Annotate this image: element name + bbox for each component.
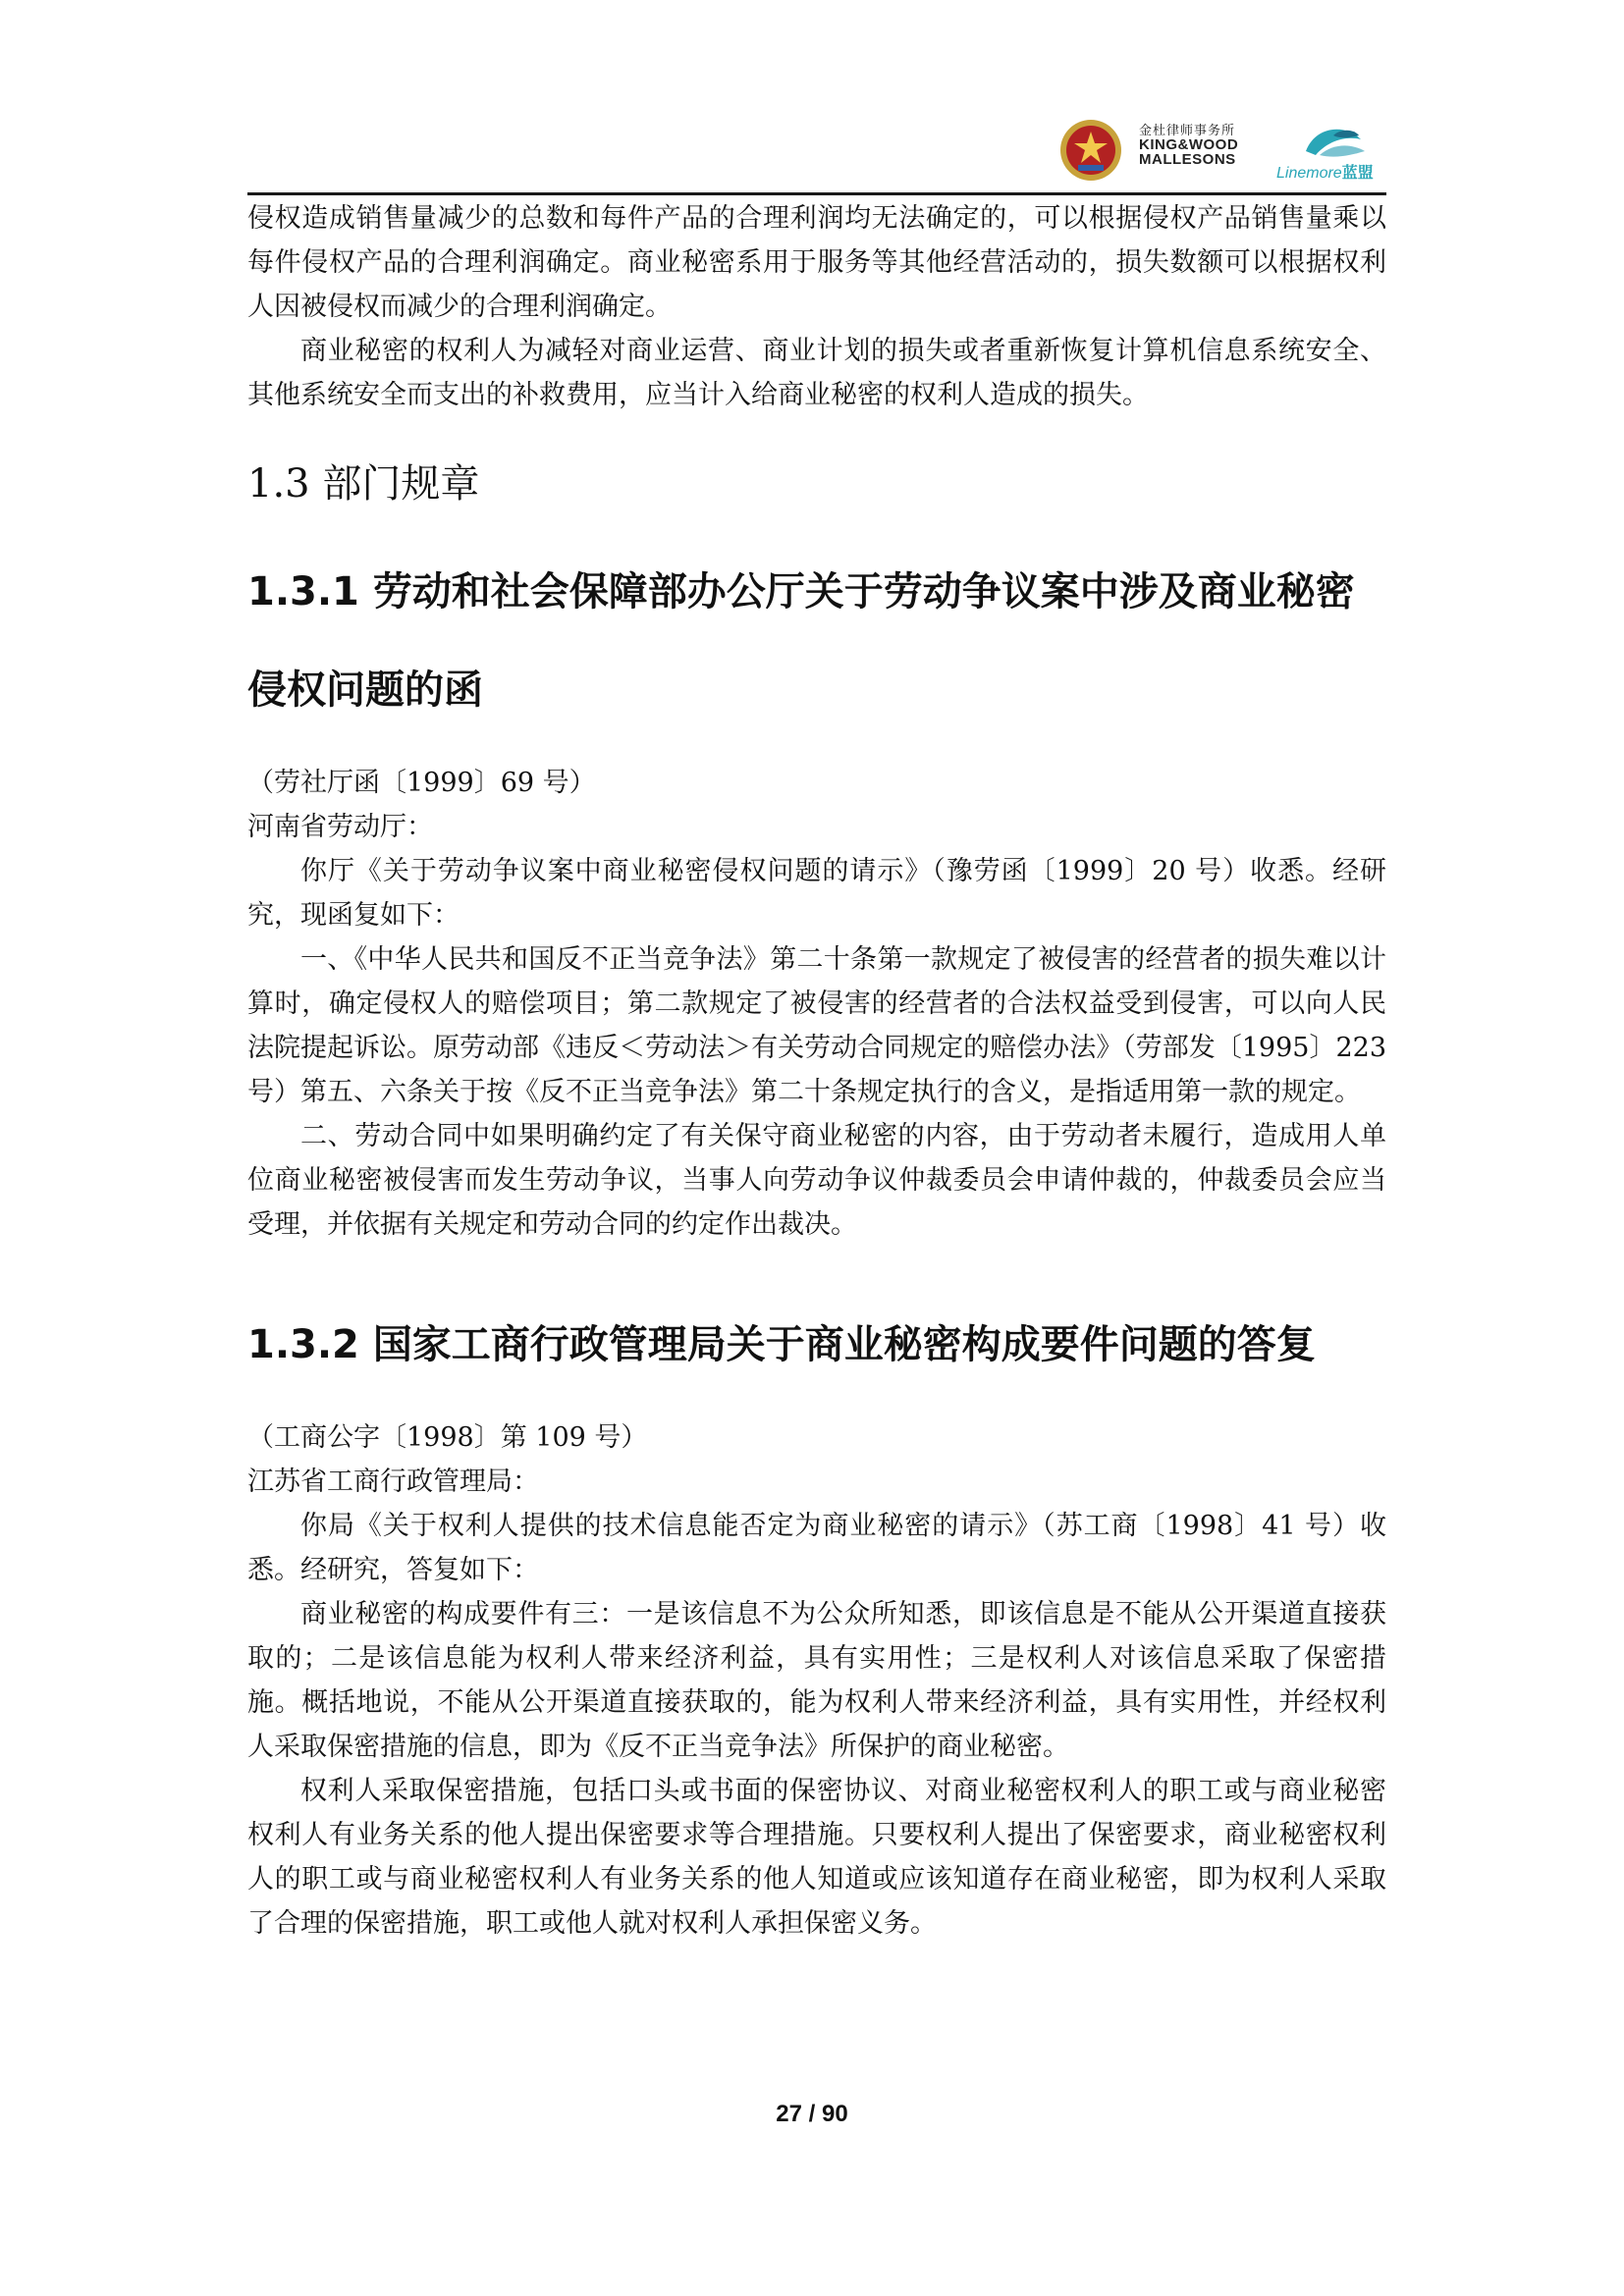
paragraph-s2-measures: 权利人采取保密措施，包括口头或书面的保密协议、对商业秘密权利人的职工或与商业秘密权利人有业务关系的他人提出保密要求等合理措施。只要权利人提出了保密要求，商业秘密权利人的职工或与商业秘密权利人有业务关系的他人知道或应该知道存在商业秘密，即为权利人采取了合理的保密措施，职工或他人就对权利人承担保密义务。 (247, 1776, 1386, 1939)
linemore-logo-text (1276, 160, 1374, 183)
linemore-logo-cn: 蓝盟 (1341, 165, 1374, 182)
paragraph-s1-item-2: 二、劳动合同中如果明确约定了有关保守商业秘密的内容，由于劳动者未履行，造成用人单位商业秘密被侵害而发生劳动争议，当事人向劳动争议仲裁委员会申请仲裁的，仲裁委员会应当受理，并依据有关规定和劳动合同的约定作出裁决。 (247, 1121, 1386, 1240)
kwm-logo-cn: 金杜律师事务所 (1139, 123, 1236, 137)
document-reference-2: （工商公字〔1998〕第 109 号） (247, 1422, 648, 1453)
paragraph-damages-calculation: 侵权造成销售量减少的总数和每件产品的合理利润均无法确定的，可以根据侵权产品销售量乘以每件侵权产品的合理利润确定。商业秘密系用于服务等其他经营活动的，损失数额可以根据权利人因被侵权而减少的合理利润确定。 (247, 203, 1386, 322)
linemore-logo (1276, 122, 1386, 187)
header-rule (247, 192, 1386, 195)
section-heading-1-3-1: 1.3.1 劳动和社会保障部办公厅关于劳动争议案中涉及商业秘密侵权问题的函 (247, 569, 1355, 713)
kwm-logo-en-1: KING&WOOD (1139, 135, 1239, 153)
section-heading-1-3-2: 1.3.2 国家工商行政管理局关于商业秘密构成要件问题的答复 (247, 1322, 1316, 1367)
kwm-logo (1139, 124, 1267, 183)
document-reference-1: （劳社厅函〔1999〕69 号） (247, 768, 596, 798)
addressee-2: 江苏省工商行政管理局： (247, 1467, 539, 1497)
procuratorate-emblem-icon (1058, 118, 1123, 183)
paragraph-remedial-costs: 商业秘密的权利人为减轻对商业运营、商业计划的损失或者重新恢复计算机信息系统安全、其他系统安全而支出的补救费用，应当计入给商业秘密的权利人造成的损失。 (247, 336, 1386, 410)
kwm-logo-en-2: MALLESONS (1139, 151, 1236, 169)
page-number: 27 / 90 (776, 2101, 848, 2127)
page-header (247, 108, 1386, 192)
linemore-logo-en: Linemore (1276, 165, 1342, 182)
paragraph-s1-item-1: 一、《中华人民共和国反不正当竞争法》第二十条第一款规定了被侵害的经营者的损失难以计算时，确定侵权人的赔偿项目；第二款规定了被侵害的经营者的合法权益受到侵害，可以向人民法院提起诉讼。原劳动部《违反＜劳动法＞有关劳动合同规定的赔偿办法》（劳部发〔1995〕223 号）第五、六条关于按《反不正当竞争法》第二十条规定执行的含义，是指适用第一款的规定。 (247, 944, 1386, 1107)
paragraph-s1-intro: 你厅《关于劳动争议案中商业秘密侵权问题的请示》（豫劳函〔1999〕20 号）收悉。经研究，现函复如下： (247, 856, 1386, 931)
document-body (247, 196, 1386, 1946)
linemore-leaf-icon (1276, 122, 1386, 165)
section-heading-1-3: 1.3 部门规章 (247, 461, 480, 507)
addressee-1: 河南省劳动厅： (247, 812, 433, 842)
paragraph-s2-intro: 你局《关于权利人提供的技术信息能否定为商业秘密的请示》（苏工商〔1998〕41 号）收悉。经研究，答复如下： (247, 1511, 1386, 1585)
paragraph-s2-elements: 商业秘密的构成要件有三：一是该信息不为公众所知悉，即该信息是不能从公开渠道直接获取的；二是该信息能为权利人带来经济利益，具有实用性；三是权利人对该信息采取了保密措施。概括地说，不能从公开渠道直接获取的，能为权利人带来经济利益，具有实用性，并经权利人采取保密措施的信息，即为《反不正当竞争法》所保护的商业秘密。 (247, 1599, 1386, 1762)
